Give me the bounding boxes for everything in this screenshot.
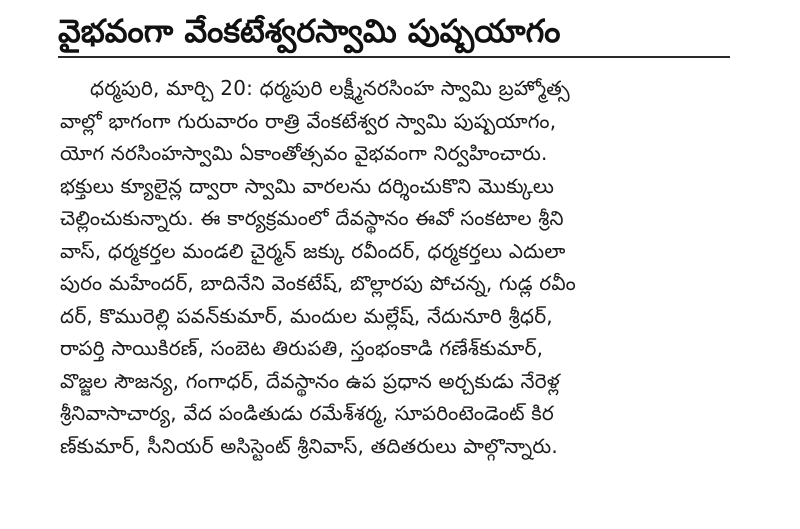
article-line: వాస్, ధర్మకర్తల మండలి చైర్మన్ జక్కు రవీందర్, ధర్మకర్తలు ఎదులా (60, 238, 566, 263)
article-line: ణ్‌కుమార్, సీనియర్ అసిస్టెంట్ శ్రీనివాస్, తదితరులు పాల్గొన్నారు. (60, 433, 558, 458)
article-line: రాపర్తి సాయికిరణ్, సంబెట తిరుపతి, స్తంభంకాడి గణేశ్‌కుమార్, (60, 336, 544, 360)
article-body (60, 72, 750, 462)
article-line: యోగ నరసింహస్వామి ఏకాంతోత్సవం వైభవంగా నిర్వహించారు. (60, 141, 548, 165)
article-line: వొజ్జల సౌజన్య, గంగాధర్, దేవస్థానం ఉప ప్రధాన అర్చకుడు నేరెళ్ల (60, 368, 560, 393)
article-line: ధర్మపురి, మార్చి 20: ధర్మపురి లక్ష్మీనరసింహ స్వామి బ్రహ్మోత్స (90, 76, 570, 100)
article-line: శ్రీనివాసాచార్య, వేద పండితుడు రమేశ్‌శర్మ, సూపరింటెండెంట్ కిర (60, 401, 554, 425)
article-headline: వైభవంగా వేంకటేశ్వరస్వామి పుష్పయాగం (58, 12, 561, 50)
article-line: దర్, కొమురెల్లి పవన్‌కుమార్, మందుల మల్లేష్, నేదునూరి శ్రీధర్, (60, 303, 553, 328)
article-line: వాల్లో భాగంగా గురువారం రాత్రి వేంకటేశ్వర స్వామి పుష్పయాగం, (60, 108, 557, 133)
headline-divider (58, 56, 730, 58)
article-line: భక్తులు క్యూలైన్ల ద్వారా స్వామి వారలను దర్శించుకొని మొక్కులు (60, 173, 555, 198)
article-line: పురం మహేందర్, బాదినేని వెంకటేష్, బొల్లారపు పోచన్న, గుడ్ల రవీం (60, 271, 576, 295)
article-line: చెల్లించుకున్నారు. ఈ కార్యక్రమంలో దేవస్థానం ఈవో సంకటాల శ్రీని (60, 206, 564, 230)
